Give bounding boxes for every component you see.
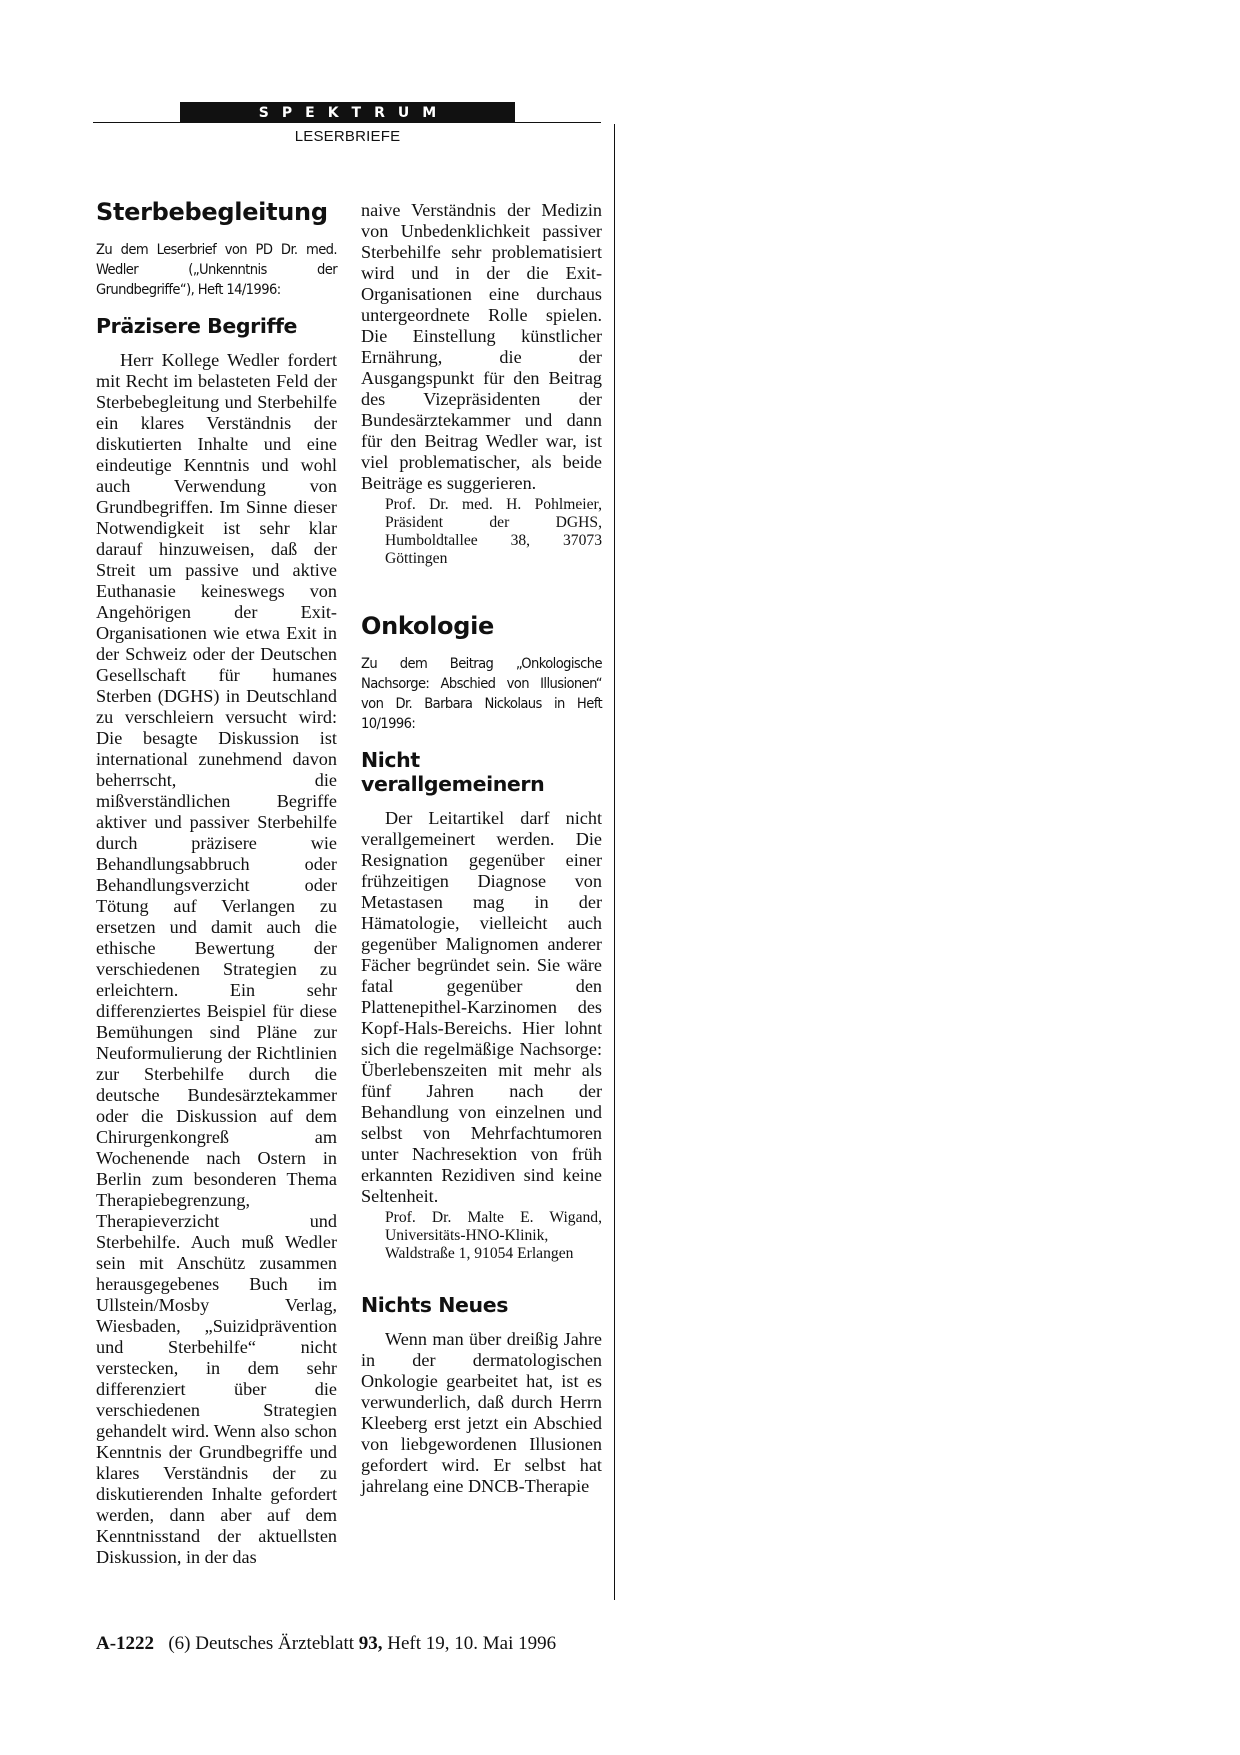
article-intro: Zu dem Beitrag „Onkologische Nachsorge: Abschied von Illusionen“ von Dr. Barbara Nickolaus in Heft 10/1996: [361,655,602,732]
article-intro: Zu dem Leserbrief von PD Dr. med. Wedler („Unkenntnis der Grundbegriffe“), Heft 14/1996: [96,241,337,298]
letter-body: Wenn man über dreißig Jahre in der dermatologischen Onkologie gearbeitet hat, ist es verwunderlich, daß durch Herrn Kleeberg erst jetzt ein Abschied von liebgewordenen Illusionen gefordert wird. Er selbst hat jahrelang eine DNCB-Therapie [361,1329,602,1496]
journal-name: Deutsches Ärzteblatt [195,1633,355,1654]
column-left [96,198,337,1568]
subsection-title: LESERBRIEFE [294,128,401,145]
page-footer [96,1633,556,1655]
journal-issue: Heft 19, 10. Mai 1996 [387,1633,557,1654]
article-kicker: Onkologie [361,612,494,640]
letter-headline: Präzisere Begriffe [96,314,298,338]
letter-signature: Prof. Dr. Malte E. Wigand, Universitäts-HNO-Klinik, Waldstraße 1, 91054 Erlangen [385,1209,602,1262]
column-right [361,200,602,1497]
page-number: (6) [168,1633,191,1654]
letter-body-continued: naive Verständnis der Medizin von Unbedenklichkeit passiver Sterbehilfe sehr problematisiert wird und in der die Exit-Organisationen eine durchaus untergeordnete Rolle spielen. Die Einstellung künstlicher Ernährung, die der Ausgangspunkt für den Beitrag des Vizepräsidenten der Bundesärztekammer und dann für den Beitrag Wedler war, ist viel problematischer, als beide Beiträge es suggerieren. [361,200,602,493]
letter-headline: Nicht verallgemeinern [361,748,545,796]
section-bar [180,102,515,123]
section-title: SPEKTRUM [258,104,450,121]
page-code: A-1222 [96,1633,155,1654]
article-kicker: Sterbebegleitung [96,198,328,226]
letter-body: Der Leitartikel darf nicht verallgemeinert werden. Die Resignation gegenüber einer frühzeitigen Diagnose von Metastasen mag in der Hämatologie, vielleicht auch gegenüber Malignomen anderer Fächer begründet sein. Sie wäre fatal gegenüber den Plattenepithel-Karzinomen des Kopf-Hals-Bereichs. Hier lohnt sich die regelmäßige Nachsorge: Überlebenszeiten mit mehr als fünf Jahren nach der Behandlung von einzelnen und selbst von Mehrfachtumoren unter Nachresektion von früh erkannten Rezidiven sind keine Seltenheit. [361,808,602,1206]
letter-signature: Prof. Dr. med. H. Pohlmeier, Präsident der DGHS, Humboldtallee 38, 37073 Göttingen [385,496,602,567]
letter-headline: Nichts Neues [361,1293,509,1317]
journal-volume: 93, [358,1633,383,1654]
column-rule [614,124,615,1600]
letter-body: Herr Kollege Wedler fordert mit Recht im belasteten Feld der Sterbebegleitung und Sterbehilfe ein klares Verständnis der diskutierten Inhalte und eine eindeutige Kenntnis und wohl auch Verwendung von Grundbegriffen. Im Sinne dieser Notwendigkeit ist sehr klar darauf hinzuweisen, daß der Streit um passive und aktive Euthanasie keineswegs von Angehörigen der Exit-Organisationen wie etwa Exit in der Schweiz oder der Deutschen Gesellschaft für humanes Sterben (DGHS) in Deutschland zu verschleiern versucht wird: Die besagte Diskussion ist international zunehmend davon beherrscht, die mißverständlichen Begriffe aktiver und passiver Sterbehilfe durch präzisere wie Behandlungsabbruch oder Behandlungsverzicht oder Tötung auf Verlangen zu ersetzen und damit auch die ethische Bewertung der verschiedenen Strategien zu erleichtern. Ein sehr differenziertes Beispiel für diese Bemühungen sind Pläne zur Neuformulierung der Richtlinien zur Sterbehilfe durch die deutsche Bundesärztekammer oder die Diskussion auf dem Chirurgenkongreß am Wochenende nach Ostern in Berlin zum besonderen Thema Therapiebegrenzung, Therapieverzicht und Sterbehilfe. Auch muß Wedler sein mit Anschütz zusammen herausgegebenes Buch im Ullstein/Mosby Verlag, Wiesbaden, „Suizidprävention und Sterbehilfe“ nicht verstecken, in dem sehr differenziert über die verschiedenen Strategien gehandelt wird. Wenn also schon Kenntnis der Grundbegriffe und klares Verständnis der zu diskutierenden Inhalte gefordert werden, dann aber auf dem Kenntnisstand der aktuellsten Diskussion, in der das [96,350,337,1567]
